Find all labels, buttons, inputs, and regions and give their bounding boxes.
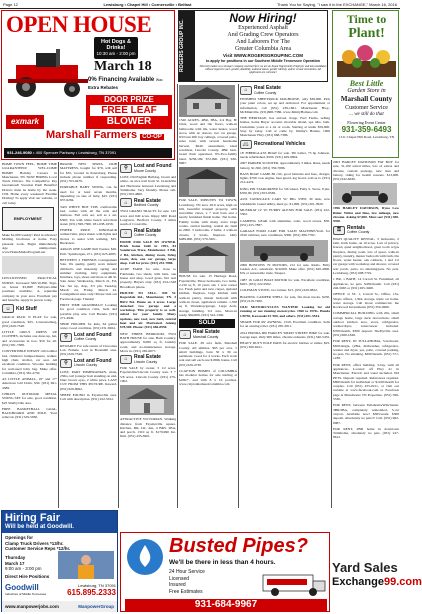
house-photo bbox=[179, 243, 235, 273]
hot-dogs-text: Hot Dogs & Drinks! bbox=[101, 39, 131, 51]
exchange-logo bbox=[332, 576, 422, 589]
paper-date: Thank You for Saying, "I saw it in the EXCHANGE," March 16, 2016 bbox=[276, 2, 397, 7]
kid-icon: ☺ bbox=[2, 304, 14, 313]
lost-found-heading bbox=[60, 359, 117, 368]
section-county: Coffee County bbox=[347, 230, 370, 235]
section-title: Real Estate bbox=[193, 329, 220, 336]
prize-line-1: FREE LEAF bbox=[90, 105, 168, 116]
section-title: Lost and Found bbox=[74, 331, 112, 338]
real-estate-heading bbox=[240, 86, 330, 95]
busted-pipes-sub: We'll be there in less than 4 hours. bbox=[169, 559, 276, 566]
open-house-ad bbox=[1, 10, 175, 160]
house-photo bbox=[120, 385, 174, 415]
classified-ad: BOATING CAMPER SHELL for sale, fits most trucks. $250. (931) 619-7460. bbox=[240, 294, 330, 303]
hiring-url[interactable]: Visit WWW.ROGERSGROUPINC.COM bbox=[223, 53, 303, 58]
classified-ad: FOR RENT, office building. 3-bay, with all appliances. Located off Hwy 41 in Manchester. Electric and water included. NO PETS. Deposit required. References required. $800/month for individual or $1100/month for couples. Call (931) 455-0211, or visit our website at www.facebook.com or Facebook page at Manchester TN Properties. (931) 596-5530. bbox=[333, 362, 399, 402]
section-county: Coffee County bbox=[74, 337, 97, 342]
classified-ad: OLD MOTORCYCLES WANTED! Looking for old running or not running motorcycles. 1960 to 1970s. Honda CB750, Kawasaki Z1 900, and others. (931) 691-5544. bbox=[240, 305, 330, 318]
mower-image bbox=[6, 43, 91, 101]
hiring-url-note: to apply for positions in our Southern Middle Tennessee Operation bbox=[206, 59, 320, 63]
hiring-line-3: And Laborers For The bbox=[236, 39, 290, 45]
fair-day: Thursday bbox=[5, 555, 26, 560]
classified-ad: LPN/LICENSED PRACTICAL NURSE. Increased $65/10-HR. Sign-on bonus $3,000! Full/part-time positions available. A reputable company in your area. Excellent pay and benefits. Apply in person today. bbox=[2, 276, 57, 302]
rv-icon: 🚐 bbox=[240, 140, 252, 149]
service-item: Licensed bbox=[169, 575, 190, 582]
section-title: Lost and Found bbox=[74, 357, 112, 364]
classified-ad: THE HERITAGE, has arrived. Kopp, Fuci Farms, selling homes, home Buyer account. movable island, spa tubs, bath. Customize yours to a 4x or room. Starting at under $59,900. Stop by today. Call or come by. Jimmy's Homes, 1006 Manchester Hwy. (931) 668-7386. bbox=[240, 116, 330, 138]
hiring-line-4: Greater Columbia Area bbox=[235, 46, 291, 52]
water-icon bbox=[125, 537, 165, 577]
kid-stuff-heading bbox=[2, 304, 57, 313]
exchange-name: Exchange bbox=[332, 576, 384, 588]
key-icon: ⚿ bbox=[333, 226, 345, 235]
rogers-hiring-ad bbox=[178, 10, 328, 82]
classified-ad: FREE BASKETBALL GOAL, BACKBOARD AND POLE. Your removal. (931) 529-5930. bbox=[2, 406, 57, 420]
marshall-farmers-brand bbox=[46, 129, 172, 141]
hiring-fair-header bbox=[2, 511, 117, 533]
event-date: March 18 bbox=[94, 59, 152, 74]
classified-ad: FISHER PRICE DINOSAUR walker/rider, plays music with lights and moves to assist with walking, $25. Bucksnort. bbox=[60, 228, 118, 246]
sold-banner: SOLD bbox=[179, 319, 235, 328]
real-estate-heading bbox=[120, 355, 176, 364]
exmark-logo: exmark bbox=[6, 115, 44, 129]
classified-ad: 1987 16 GOLD BOAT MOTOR for sale. Excellent condition, $925. (931) 222-9562. bbox=[240, 277, 330, 286]
house-photo bbox=[179, 167, 235, 197]
hiring-fair-title: Hiring Fair bbox=[5, 512, 61, 524]
recreational-heading bbox=[240, 140, 330, 149]
house-icon: ⌂ bbox=[179, 330, 191, 339]
plumbing-ad bbox=[120, 532, 330, 612]
plant-line-2: Plant! bbox=[348, 26, 385, 41]
classified-ad: AS LITTLE ANIMAL, 18" and 17" American Girl Dolls, $50. (931) 691-4389. bbox=[2, 377, 57, 390]
classified-ad: CHILD'S OUTDOOR METAL SWING SET for sale, good condition. $25 Shelbyville area. bbox=[2, 391, 57, 405]
open-house-title: OPEN HOUSE bbox=[6, 12, 152, 37]
yard-sales-ad bbox=[332, 560, 422, 612]
coop-phone: 931-246-9080 bbox=[7, 150, 32, 155]
classified-ad: HOUSE for sale. 15 Heritage Road, Fayetteville. Three bedrooms, two baths, 2,150 sq ft. 10 years old, 1 acre corner lot. Fresh paint and new carpet, updated kitchen, fireplace, large kitchen with walk-in pantry, master bedroom with walk-in closet, appliances remain. 1,550 sq ft. Workshop/garage. Large deck, storage building. 0.2 acre. Move-in ready. $84,800. (931) 522-1340. bbox=[179, 274, 237, 317]
classified-ad: 2007 PARKER SCOOTER, approximately 3 miles. Runs, needs battery, $1,500. (931) 359-7686. bbox=[240, 161, 330, 170]
classified-ad: TWO GRAND TRACTS for sale. 145 acres and 640 acres. Rippy Mill Road Longview. Bedford County. 3 miles south of Crossville. bbox=[120, 209, 176, 227]
goodwill-name: Goodwill bbox=[5, 583, 39, 592]
classified-ad: GRACO PACK N PLAY for sale, good condition, $25. Lawrenceburg, (931) 629-7348. bbox=[2, 315, 57, 328]
house-icon: ⌂ bbox=[240, 86, 252, 95]
financing-offer: 0% Financing Available bbox=[88, 77, 155, 83]
classified-ad: CAMPING GEAR with amenities, solar, wood stoves. $50. (931) 455-7887. bbox=[240, 218, 330, 227]
fair-time: 9:00 am - 3:00 pm bbox=[5, 566, 42, 571]
classified-ad: AUX TANKS/AUX CART W/ BIG STEP, 30 tank, now windshield. Grand utility, must go. $1,999. (931) 201-3920. bbox=[240, 197, 330, 206]
classified-ad: LOST, PART POMERANIAN, male, 25lbs, tail (orange/ hair standing on end, blue/ brown eyes, 2 white paws. LAST CUT FROM THIS PICTURE. Reward. (931) 629-8092. bbox=[60, 369, 117, 391]
classified-ad: 18' FIBERGLASS BOAT for sale. Tilt trailer, 75 hp Johnson, needs refurbished, $500. (931) 629-9804. bbox=[240, 150, 330, 159]
classified-ad: 1 BR, 1 BATH, 14 Carroll St. Furnished, all appliances, no pets. $450/month. Call (931) 246-5665 or (931) 265-3400. bbox=[333, 277, 399, 290]
section-county: Lincoln County bbox=[74, 363, 98, 368]
column-5 bbox=[240, 84, 330, 508]
event-time: 10:30 am - 2:00 pm bbox=[96, 51, 136, 56]
classified-ad: 1520 ACRES, 4BR, 3BA, 2/4 Bay, B: brick, wood and tile floors, walk-in bathrooms with tile, water heater, wood stove, with no donors, two car garage, 8/0 barn 20ft bay ceilings, covered patio, sales land, with several handsome harvest, $640 assessment, ideal condition, Lincoln County, 4BR barn. Grant Park appraised, 8%.Two-family ideal. $256,199, $72,090. (931) 636-9967. bbox=[179, 118, 237, 165]
hiring-line-2: And Grading Crew Operators bbox=[227, 32, 299, 38]
column-1 bbox=[2, 162, 57, 508]
hot-dogs-badge bbox=[94, 37, 138, 59]
direct-hire: Direct Hire Positions bbox=[5, 573, 50, 579]
section-county: Bedford County bbox=[134, 202, 159, 207]
classified-ad: ACRE FARM for sale, close to Fairbanks, two sheds, with barn, one house and shop. Good grass. Not real property. Buyers only. (931) 254-1528 Broadhorn phone. bbox=[120, 267, 176, 289]
section-title: Kid Stuff bbox=[16, 305, 37, 312]
classified-ad: PRICED TO SELL. 849 W. Rogerdale Rd., Manchester, TN. 3 BR/2 BA. Home on 4 acres. Large detached two garage and a workshop. This property is so well-suited for your family. Many updates, new roof, new bath, central heat and air. Motivated. Asking $78,500. Phone: (931) 686-8950. bbox=[120, 290, 176, 330]
classified-ad: FINISHED SHEETROCK DOGHOUSE, only $39,900. Pick your paint colors, set up and delivered. For appointment or information, call (931) 239-1661. Manchester Hwy., McMinnville. (931)668-7386. www.JimmyHomes.com bbox=[240, 97, 330, 114]
yard-sales-title: Yard Sales bbox=[332, 560, 398, 575]
house-photo bbox=[179, 85, 235, 117]
classified-ad: HIGH QUALITY RENTAL, 3 bedrooms, 2 bath, brick home, on 10 acres. Lots of privacy, fenced, quiet neighborhood, great room w/gas fireplace, dining room, lots of space, walk-in pantry, laundry, master bedroom with bath, tile floors, water heater, oak cabinets, 1 and 1/2 car garage with workshop and shower, covered rear porch, patio, no smoking/pets. No pets. Lewisburg, (931) 698-7701. bbox=[333, 236, 399, 276]
classified-ad: PORTABLE BABY SWING, can be used for at least seven months, depending on size of baby, $25. (931) 637-6284. bbox=[60, 185, 117, 203]
coop-address: 400 Spencer Parkway • Lewisburg, TN 37091 bbox=[35, 150, 117, 155]
financing-note: Wac bbox=[155, 78, 163, 82]
hiring-fine-print: Diversity makes us a stronger company and therefore we are an Equal Opportunity Employer and ask candidates without regard to race, gender, disability, national status, gender identity, and/or sexual orientation. All applicants are welcome! bbox=[199, 64, 327, 75]
section-county: Lincoln County bbox=[134, 359, 158, 364]
customer-service: Customer Service bbox=[345, 105, 388, 111]
goodwill-phone: 615.895.2333 bbox=[67, 588, 116, 597]
financing-text bbox=[88, 77, 174, 91]
opening-2: Customer Service Reps *12/hr. bbox=[5, 546, 71, 551]
still-do-that: ... we still do that bbox=[349, 112, 384, 117]
coop-label: CO-OP bbox=[142, 134, 162, 140]
manpower-website[interactable]: www.manpowerjobs.com bbox=[5, 604, 59, 609]
section-title: Rentals bbox=[347, 224, 366, 231]
magnifier-icon: ⚲ bbox=[120, 164, 132, 173]
fair-date: March 17 bbox=[5, 560, 25, 566]
column-4 bbox=[179, 84, 237, 508]
classified-ad: FOR SALE, MINUTES TO TOWN, Lewisburg, TN area. 26.6 acres, high on hill, beautiful tranquil property, with incredible views, a 7 stall barn and a nearly furnished finish home. Tan home. Family home with many extra large rooms, central heating, central air, built in 2000. 3 bedrooms, 2 baths, 2 walk-in closets, 2 levels, fireplace. Only $489,900. (931) 570-3201. bbox=[179, 198, 237, 241]
worker-photo bbox=[58, 551, 114, 579]
classified-ad: ATTRACTIVE VICTORIAN. Walking distance from Fayetteville square. Kitchen, DR, LR, den, 4 BRS. 2BA, and porch. 1310 sq ft. $179,990 Inc. firm. (931) 433-3901. bbox=[120, 417, 176, 439]
section-county: Coffee County bbox=[134, 233, 157, 238]
brand-name: Marshall Farmers bbox=[46, 129, 138, 141]
hiring-fair-ad bbox=[1, 510, 118, 612]
classified-ad: Make $1,000 weekly! Paid in advance! Mailing brochures at home. Easy pleasant work. Begin immediately. Age unimportant. www.HomeMailerProgram.net bbox=[2, 232, 57, 255]
plumbing-phone: 931-684-9967 bbox=[125, 599, 327, 611]
classified-ad: GARAGE FOOD CART FOR SALE! MACHINE/Tech. for 2016 vehicles, new conditions, $300. (931) 389-7782. bbox=[240, 229, 330, 238]
marshall-county: Marshall County bbox=[340, 95, 393, 103]
bonus-logo: EMPLOYMENT bbox=[2, 207, 54, 231]
manpower-brand: ManpowerGroup bbox=[78, 604, 114, 609]
garden-address: 1311 Chapel Hill Road, Lewisburg, TN bbox=[338, 135, 395, 139]
house-icon: ⌂ bbox=[120, 355, 132, 364]
lost-found-heading bbox=[60, 333, 117, 342]
classified-ad: MUSKRAT 12' W/ FURRY ALEXIS FOR SALE. (931) 222-5302. bbox=[240, 207, 330, 217]
classified-ad: REWARD! For safe return of Chocolate Lab. Female. Lost in Boonshill area. (931) 629-7348. bbox=[60, 343, 117, 357]
classified-ad: BASS BOAT CAMP, 86 crib, good batteries and fuse, charger, lights, $700. Gas engine, heat guard, leg board, sold as is. (931) 212-4474. bbox=[240, 171, 330, 185]
motorcycle-photo bbox=[333, 183, 397, 205]
real-estate-heading bbox=[179, 330, 237, 339]
magnifier-icon: ⚲ bbox=[60, 333, 72, 342]
classified-ad: BRAND NEW SERTA CRIB MATTRESS, bought for $70, will sell for $35, located in Petersburg. Please include phone number if responding. (931) 703-0479. bbox=[60, 162, 117, 184]
garden-store-ad bbox=[332, 10, 399, 158]
page-header bbox=[0, 0, 400, 8]
classified-ad: ARGOS ONE GAME Pull Toaster, $20. Pull / Spitzbergen, 471. (931) 625-4085. bbox=[60, 247, 117, 256]
vehicle-photo bbox=[240, 240, 328, 262]
door-prize-banner bbox=[86, 95, 172, 129]
paper-areas: Lewisburg • Chapel Hill • Cornersville • Belfast bbox=[103, 2, 192, 7]
classified-ad: FIRST TIME GRANDMA!!! Looking for good condition cribs, beds and portable play sets. Call Brenda. (931) 271-4949. bbox=[60, 302, 117, 320]
classified-ad: SHEEP FOUND in Fayetteville area. Call with description. (931) 222-5012. bbox=[60, 393, 117, 402]
classified-ad: 2014 HONDA 600 HARLEY SPIRIT STREET BIKE for sale. Garage kept, Only 900 miles, chrome exhausts. (931) 540-5455. bbox=[240, 330, 331, 339]
hiring-title: Now Hiring! bbox=[229, 11, 297, 25]
service-item: Insured bbox=[169, 582, 186, 588]
best-little: Best Little bbox=[349, 79, 384, 88]
exchange-domain: 99.com bbox=[383, 576, 422, 588]
classified-ad: TAN WHITE HOT TUB, comfortable bed, comes with all the rails and mattress. Full sofa set, sell as a set, $300; Tan with white bench sofa/chair stand. (931) 398-7300. 931-638-1658. bbox=[60, 204, 117, 226]
section-title: Real Estate bbox=[254, 85, 281, 92]
rentals-heading bbox=[333, 226, 399, 235]
section-title: Recreational Vehicles bbox=[254, 141, 306, 148]
garden-phone: 931-359-6493 bbox=[341, 125, 392, 134]
rogers-logo: ROGERS GROUP INC. bbox=[179, 11, 195, 81]
classified-ad: SHADE FOR RV AWNING, 15x9. Excellent condition. Sells for an awning roller. (931) 265-2811. bbox=[240, 319, 330, 329]
real-estate-heading bbox=[120, 229, 176, 238]
extra-rebates: Extra Rebates bbox=[88, 85, 119, 90]
service-item: 24 Hour Service bbox=[169, 569, 205, 575]
classified-ad: NEW THREE BEDROOM, TWO BATH HOUSE for sale. Bath Country, approximately 8,000 sq ft, laundry room, and no-maintenance storage. Move in. (931) 265-6677. bbox=[120, 331, 176, 353]
classified-ad: FOR SALE. 28 acre farm, Marshall County. All utilities. $65 per acre. 5 small buildings, barn 50 x 30 on perimeter. Good for 4 works. Each work rent and sell each one $180K bonus. Call (931) 629-4730. bbox=[179, 341, 237, 367]
section-title: Real Estate bbox=[134, 197, 161, 204]
flower-image bbox=[337, 43, 396, 77]
prize-line-2: BLOWER bbox=[106, 116, 152, 127]
classified-ad: CONVERTIBLE INFANT crib/toddler bed, children's bumper/sheets, walker, high chair, stroller, car seat. All excellent condition. Wooden bedding for well-used baby bag. Make offer. Columbia, (931) 381-4750. bbox=[2, 349, 57, 375]
section-county: Moore County bbox=[134, 168, 156, 173]
classified-ad: FOR RENT, 2BD home in downtown Tullahoma, absolutely no pets. (931) 247-8612. bbox=[333, 426, 399, 440]
classified-ad: FOR SALE by owner. 3 1/2 acres. Fayetteville/Lincoln County area. 3 + 5/8 acres. Lincoln County. (931) 279-1902. bbox=[120, 366, 176, 383]
classified-ad: OFFICE or ST. 1, Carroll St., Office, 13x, Shops offices, 1,394, storage, triple car home, water storage. Call about commercial, the Rockwood Investments (931) 359-4980. bbox=[333, 292, 399, 310]
classified-ad: LITTLE GIRL'S DRESS UP CLOTHES, includes one dress up, hat, and accessories in box, $50 for all. (931) 581-7388. bbox=[2, 330, 57, 348]
column-3 bbox=[120, 162, 176, 508]
column-6 bbox=[333, 160, 399, 508]
section-banner bbox=[2, 256, 54, 274]
door-prize-label: DOOR PRIZE bbox=[104, 95, 154, 104]
magnifier-icon: ⚲ bbox=[60, 359, 72, 368]
event-center: Flowering Event Center bbox=[347, 120, 386, 125]
classified-ad: HEAVY DUTY POLE PADS for electric hitches or trailer, $25. (931) 309-6221. bbox=[240, 341, 330, 350]
classified-ad: 2006 BOSTONS 79 MOTORS, 212 for sale. Radio. Fully loaded, A/C, automatic. $19,000. Make offer. (931) 620-4000. $7k or reasonable trade. Sleeper. bbox=[240, 262, 330, 276]
classified-ad: SHOE HOLDER for kids, 64 gallon water. Good condition. (931) 231-8264. bbox=[60, 322, 117, 331]
lost-found-heading bbox=[120, 164, 176, 173]
section-county: Coffee County bbox=[254, 90, 277, 95]
open-house-footer: 931-246-9080 • 400 Spencer Parkway • Lewisburg, TN 37091 bbox=[4, 148, 172, 158]
column-2 bbox=[60, 162, 117, 508]
busted-pipes-title: Busted Pipes? bbox=[169, 535, 308, 557]
classified-ad: FOR RENT, between Tullahoma/Winchester. 3BR/2BA, completely remodeled. 3-car carport. Available now! $365/week. $300 deposit. Absolutely no pets!!! Call, (931) 962-0987. bbox=[333, 403, 399, 425]
classified-ad: KING PIN STARGRIZER for 5th wheel, Fully S. Snow, 8 pin, $350.00. (931) 653-9538. bbox=[240, 186, 330, 196]
real-estate-heading bbox=[120, 198, 176, 207]
time-to-plant bbox=[335, 13, 398, 41]
section-county: Marshall County bbox=[193, 334, 219, 339]
classified-ad: 1996 HARLEY DAVIDSON, Dyna Low Rider. White and blue, low mileage, new chrome. Asking $7,000. Must see! (931) 388-9390. bbox=[333, 206, 399, 224]
goodwill-city: Lewisburg, TN 37091 bbox=[78, 583, 116, 588]
section-title: Real Estate bbox=[134, 354, 161, 361]
section-title: Lost and Found bbox=[134, 163, 172, 170]
hiring-line-1: Experienced Asphalt bbox=[238, 25, 288, 31]
opening-1: Clamp Truck Drivers *13/hr. bbox=[5, 540, 64, 546]
classified-ad: BETWEEN 2 FRIENDS Consignment Sale. We quality, gently worn infants' children's and maternity spring and summer clothing, baby equipment, furniture, toys, shoes and more at 4th St. Sale dates: Wednesday, March 21, Fri, Sat. Set up, drop, 3/5 pm. Tuesday, March 24, Friday, March 22. Consignment sales only! Please visit our Facebook page. Thanks! bbox=[60, 257, 117, 301]
classified-ad: LOST, Old English Bulldog, brown and white, on nice trail from St. Grandville and Hurricane between Lewisburg and Tullahoma. Very friendly. Please call. (931) 563-4800. bbox=[120, 175, 176, 197]
classified-ad: COMMERCIAL BUILDING with 20x, small cottage home, large deck decorations, small outdoor kitchen area, stove, refrigerator, washer/dryer, water/sewer included. $700/month, $300 deposit. Shelbyville area. (931) 680-1848. bbox=[333, 311, 399, 337]
classified-ad: HOME TOWN FEEL, HOME TIME GUARANTEED! WEL-COME HOME! Holiday Careers in Manchester, TN. NOW HIRING Local Truck Drivers. We Competitive Pay Guaranteed! Vacation Paid! Benefits! Drivers must be home by the week. CDL Home every weekend! Flexible Driving! To apply visit our website, or call today. bbox=[2, 162, 57, 205]
house-icon: ⌂ bbox=[120, 198, 132, 207]
classified-ad: COLEMAN STOVE, two burner, $15. (931) 629-9822. bbox=[240, 288, 318, 293]
page-number: Page 12 bbox=[3, 2, 18, 7]
hiring-fair-sub: Will be held at Goodwill. bbox=[5, 524, 74, 530]
garden-store: Garden Store in bbox=[347, 88, 386, 94]
classified-ad: CLAYTON HOMES of COLUMBIA has modular homes for sale starting at $45K+, and with 8 x 16 porches. www.claytonhomesofcolumbia.com bbox=[179, 368, 237, 386]
section-title: Real Estate bbox=[134, 227, 161, 234]
goodwill-logo bbox=[5, 583, 53, 596]
classified-ad: HOME FOR SALE BY OWNER. Brick home built in 1991, 84 Sanderson Trace, Manchester. 3 BR, 2 BA, kitchen, dining room, living room, den, one car garage, large shop. Call for price. (931) 253-7880. bbox=[120, 239, 176, 266]
classified-ad: 2003 HARLEY DAVIDSON FAT BOY for sale, 31,100 actual miles, lots of extras and chrome, custom package, new tires and battery, riding for health reasons. $13,000. (931) 642-6030. bbox=[333, 160, 399, 182]
plumber-van bbox=[261, 571, 327, 597]
service-item: Free Estimates bbox=[169, 588, 203, 595]
openings-label: Openings for bbox=[5, 535, 33, 540]
plant-line-1: Time to bbox=[346, 12, 387, 26]
house-icon: ⌂ bbox=[120, 229, 132, 238]
classified-ad: FOR RENT, IN TULLAHOMA, 3-bedroom, $650/single, (2BA, dishwasher, refrigerator, washer and dryer, yes, patio, covered parking, no pets. No smoking. $650/month. (931) 571-1238. bbox=[333, 339, 399, 361]
manpower-footer bbox=[2, 601, 117, 612]
goodwill-location: Industries of Middle Tennessee bbox=[5, 592, 47, 596]
